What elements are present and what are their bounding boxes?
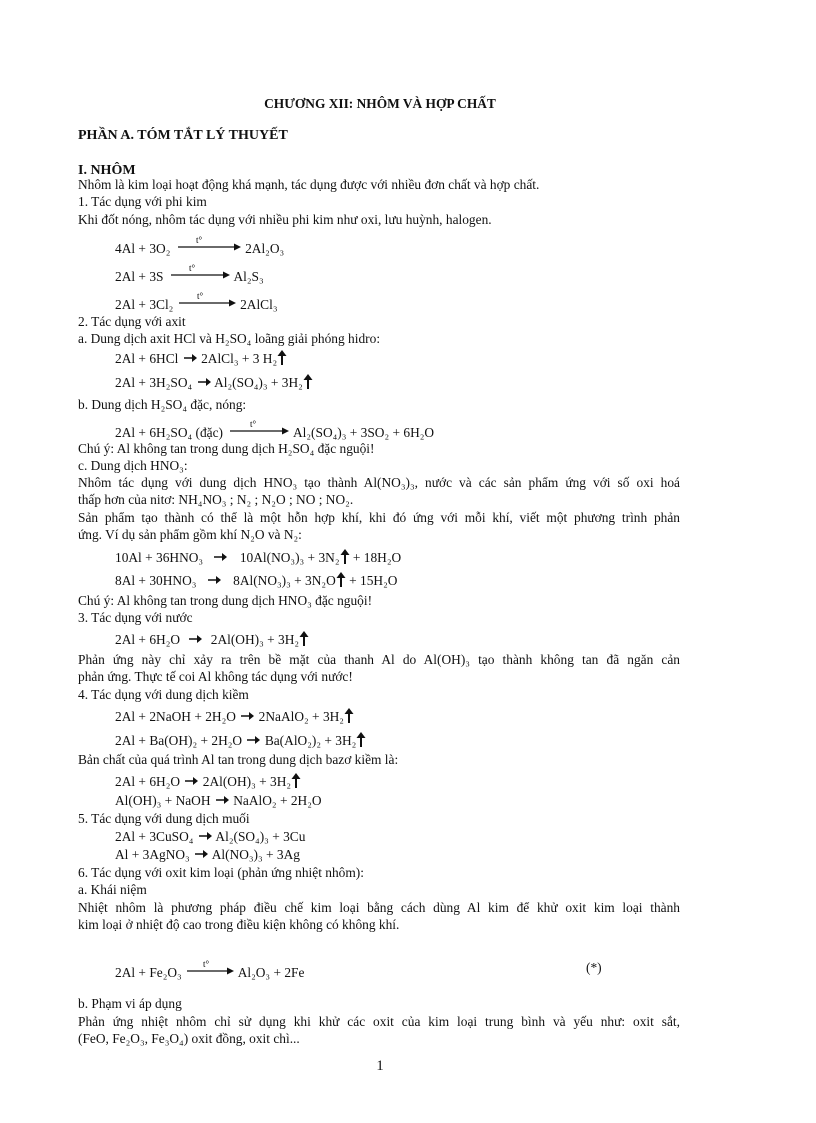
arrow-icon xyxy=(206,574,222,586)
eq10-left: 2Al + 2NaOH + 2H₂O xyxy=(115,709,236,724)
arrow-icon xyxy=(187,633,203,645)
eq9-left: 2Al + 6H₂O xyxy=(115,632,181,647)
eq3-right: 2AlCl₃ xyxy=(240,297,278,312)
heat-arrow xyxy=(226,420,290,438)
eq10-right: 2NaAlO₂ + 3H₂ xyxy=(258,709,344,724)
eq11-left: 2Al + Ba(OH)₂ + 2H₂O xyxy=(115,733,243,748)
section-a-heading: PHẦN A. TÓM TẮT LÝ THUYẾT xyxy=(78,128,288,143)
s2c-text: c. Dung dịch HNO₃: xyxy=(78,458,188,473)
equation-12 xyxy=(115,773,301,790)
heading-nhom: I. NHÔM xyxy=(78,163,136,178)
s1-title: 1. Tác dụng với phi kim xyxy=(78,194,207,209)
eq16-left: 2Al + Fe₂O₃ xyxy=(115,965,182,980)
eq1-right: 2Al₂O₃ xyxy=(245,241,285,256)
equation-11 xyxy=(115,732,366,749)
eq8-left: 8Al + 30HNO₃ xyxy=(115,573,197,588)
eq3-left: 2Al + 3Cl₂ xyxy=(115,297,174,312)
s3-title: 3. Tác dụng với nước xyxy=(78,610,193,625)
eq6-right: Al₂(SO₄)₃ + 3SO₂ + 6H₂O xyxy=(292,425,435,440)
heat-arrow xyxy=(185,960,235,978)
eq12-left: 2Al + 6H₂O xyxy=(115,774,181,789)
gas-up-arrow-icon xyxy=(299,632,309,647)
chapter-title: CHƯƠNG XII: NHÔM VÀ HỢP CHẤT xyxy=(264,96,496,111)
s6-title: 6. Tác dụng với oxit kim loại (phản ứng nhiệt nhôm): xyxy=(78,865,364,880)
eq1-arrow-label: t° xyxy=(195,236,202,245)
eq9-right: 2Al(OH)₃ + 3H₂ xyxy=(210,632,300,647)
eq1-left: 4Al + 3O₂ xyxy=(115,241,171,256)
s6b-text: b. Phạm vi áp dụng xyxy=(78,996,182,1011)
eq7-left: 10Al + 36HNO₃ xyxy=(115,550,204,565)
equation-14 xyxy=(115,828,305,845)
arrow-icon xyxy=(245,734,261,746)
eq16-right: Al₂O₃ + 2Fe xyxy=(237,965,305,980)
equation-5 xyxy=(115,374,313,391)
eq13-right: NaAlO₂ + 2H₂O xyxy=(233,793,322,808)
note-1: Chú ý: Al không tan trong dung dịch H₂SO₄ đặc nguội! xyxy=(78,441,375,456)
eq8-tail: + 15H₂O xyxy=(349,573,398,588)
equation-16 xyxy=(115,960,304,981)
equation-16-mark: (*) xyxy=(586,960,602,975)
s2-title: 2. Tác dụng với axit xyxy=(78,314,186,329)
paragraph-2-line-2: ứng. Ví dụ sản phẩm gồm khí N₂O và N₂: xyxy=(78,527,302,542)
paragraph-7-line-2: (FeO, Fe₂O₃, Fe₃O₄) oxit đồng, oxit chì... xyxy=(78,1031,300,1046)
arrow-icon xyxy=(183,775,199,787)
gas-up-arrow-icon xyxy=(356,733,366,748)
s2b-text: b. Dung dịch H₂SO₄ đặc, nóng: xyxy=(78,397,247,412)
paragraph-3-line-2: phản ứng. Thực tế coi Al không tác dụng với nước! xyxy=(78,669,353,684)
heat-arrow xyxy=(167,264,231,282)
eq12-right: 2Al(OH)₃ + 3H₂ xyxy=(202,774,292,789)
eq15-left: Al + 3AgNO₃ xyxy=(115,847,190,862)
equation-1 xyxy=(115,236,284,257)
paragraph-6-line-1: Nhiệt nhôm là phương pháp điều chế kim loại bằng cách dùng Al kim để khử oxit kim loại thành xyxy=(78,900,680,915)
paragraph-7-line-1: Phản ứng nhiệt nhôm chỉ sử dụng khi khử các oxit của kim loại trung bình và yếu như: oxit sắt, xyxy=(78,1014,680,1029)
s1-desc: Khi đốt nóng, nhôm tác dụng với nhiều phi kim như oxi, lưu huỳnh, halogen. xyxy=(78,212,492,227)
equation-2 xyxy=(115,264,264,285)
eq7-right: 10Al(NO₃)₃ + 3N₂ xyxy=(239,550,340,565)
eq7-tail: + 18H₂O xyxy=(352,550,402,565)
equation-7 xyxy=(115,549,401,566)
paragraph-6-line-2: kim loại ở nhiệt độ cao trong điều kiện không có không khí. xyxy=(78,917,400,932)
heat-arrow xyxy=(177,292,237,310)
equation-15 xyxy=(115,846,300,863)
paragraph-2-line-1: Sản phẩm tạo thành có thể là một hỗn hợp khí, khi đó ứng với mỗi khí, viết một phương trình phản xyxy=(78,510,680,525)
eq2-right: Al₂S₃ xyxy=(233,269,264,284)
eq14-right: Al₂(SO₄)₃ + 3Cu xyxy=(215,829,306,844)
eq5-right: Al₂(SO₄)₃ + 3H₂ xyxy=(214,375,303,390)
gas-up-arrow-icon xyxy=(303,375,313,390)
s5-title: 5. Tác dụng với dung dịch muối xyxy=(78,811,250,826)
gas-up-arrow-icon xyxy=(344,709,354,724)
gas-up-arrow-icon xyxy=(336,573,346,588)
eq16-arrow-label: t° xyxy=(203,960,210,969)
arrow-icon xyxy=(197,830,213,842)
equation-13 xyxy=(115,792,322,809)
equation-10 xyxy=(115,708,354,725)
arrow-icon xyxy=(212,551,228,563)
paragraph-1-line-2: thấp hơn của nitơ: NH₄NO₃ ; N₂ ; N₂O ; NO ; NO₂. xyxy=(78,492,354,507)
gas-up-arrow-icon xyxy=(277,351,287,366)
heat-arrow xyxy=(174,236,242,254)
eq4-left: 2Al + 6HCl xyxy=(115,351,179,366)
gas-up-arrow-icon xyxy=(291,774,301,789)
s4-title: 4. Tác dụng với dung dịch kiềm xyxy=(78,687,249,702)
s2a-text: a. Dung dịch axit HCl và H₂SO₄ loãng giải phóng hidro: xyxy=(78,331,381,346)
page-number: 1 xyxy=(376,1058,384,1074)
gas-up-arrow-icon xyxy=(340,550,350,565)
paragraph-4: Bản chất của quá trình Al tan trong dung dịch bazơ kiềm là: xyxy=(78,752,399,767)
eq4-right: 2AlCl₃ + 3 H₂ xyxy=(201,351,278,366)
equation-8 xyxy=(115,572,397,589)
arrow-icon xyxy=(239,710,255,722)
s6a-text: a. Khái niệm xyxy=(78,882,147,897)
arrow-icon xyxy=(193,848,209,860)
eq2-left: 2Al + 3S xyxy=(115,269,164,284)
equation-4 xyxy=(115,350,287,367)
eq2-arrow-label: t° xyxy=(188,264,195,273)
eq14-left: 2Al + 3CuSO₄ xyxy=(115,829,194,844)
eq13-left: Al(OH)₃ + NaOH xyxy=(115,793,211,808)
eq3-arrow-label: t° xyxy=(196,292,203,301)
intro-text: Nhôm là kim loại hoạt động khá mạnh, tác dụng được với nhiều đơn chất và hợp chất. xyxy=(78,177,540,192)
eq11-right: Ba(AlO₂)₂ + 3H₂ xyxy=(264,733,357,748)
eq8-right: 8Al(NO₃)₃ + 3N₂O xyxy=(233,573,336,588)
paragraph-1-line-1: Nhôm tác dụng với dung dịch HNO₃ tạo thành Al(NO₃)₃, nước và các sản phẩm ứng với số oxi hoá xyxy=(78,475,680,490)
arrow-icon xyxy=(214,794,230,806)
paragraph-3-line-1: Phản ứng này chỉ xảy ra trên bề mặt của thanh Al do Al(OH)₃ tạo thành không tan đã ngăn cản xyxy=(78,652,680,667)
note-2: Chú ý: Al không tan trong dung dịch HNO₃ đặc nguội! xyxy=(78,593,373,608)
eq6-arrow-label: t° xyxy=(250,420,257,429)
arrow-icon xyxy=(182,352,198,364)
equation-9 xyxy=(115,631,309,648)
equation-3 xyxy=(115,292,277,313)
arrow-icon xyxy=(196,376,212,388)
equation-6 xyxy=(115,420,434,441)
eq15-right: Al(NO₃)₃ + 3Ag xyxy=(211,847,300,862)
eq6-left: 2Al + 6H₂SO₄ (đặc) xyxy=(115,425,224,440)
eq5-left: 2Al + 3H₂SO₄ xyxy=(115,375,193,390)
